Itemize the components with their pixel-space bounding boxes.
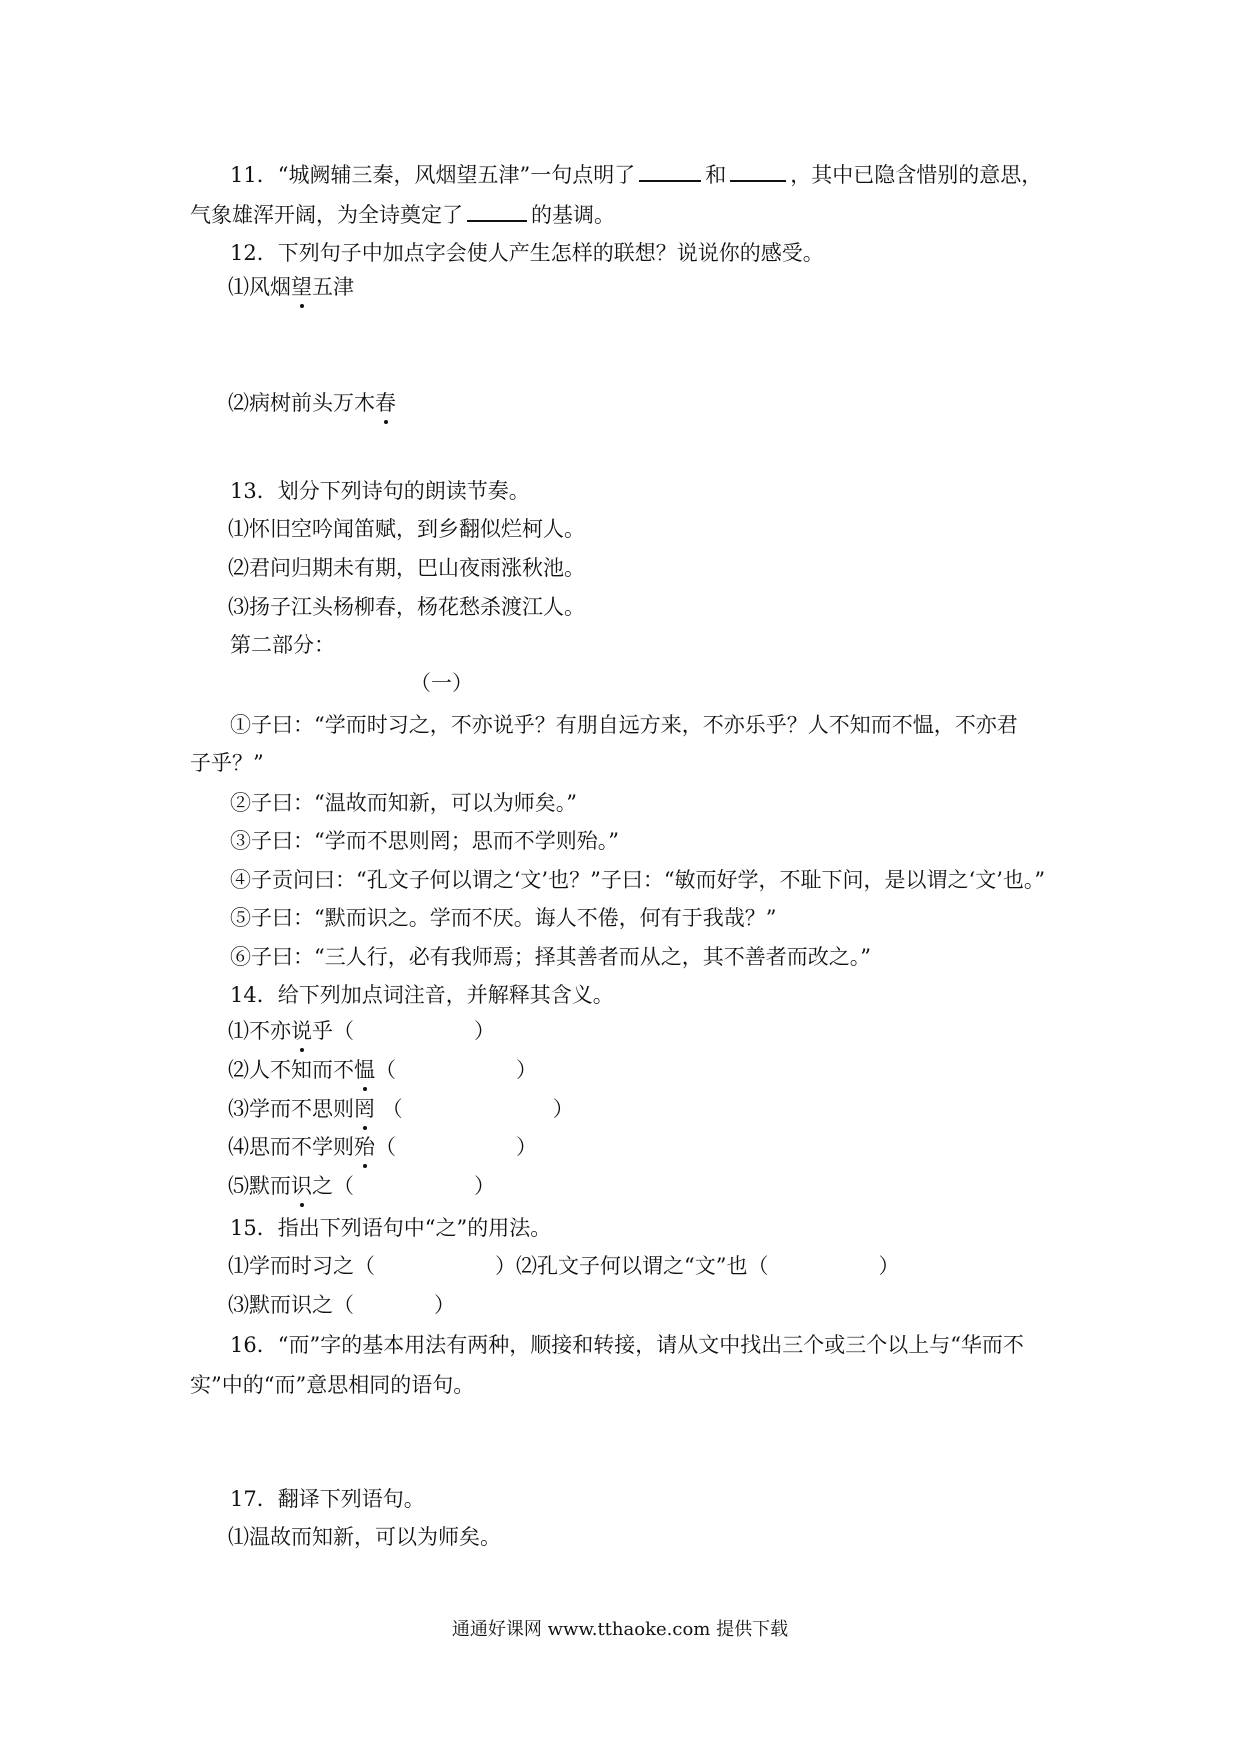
item-text: （	[375, 1135, 396, 1159]
dotted-char: 罔	[354, 1094, 375, 1124]
q14-item-2	[228, 1055, 537, 1085]
q15-items-1-2	[228, 1251, 899, 1281]
item-text: ⑸默而	[228, 1174, 291, 1198]
passage-3: ③子曰：“学而不思则罔；思而不学则殆。”	[230, 829, 619, 853]
q15-item-3	[228, 1290, 455, 1320]
item-text: ⑵孔文子何以谓之“文”也（	[516, 1254, 769, 1278]
item-text: ⑶学而不思则	[228, 1097, 354, 1121]
q11-text-b: 和	[705, 163, 727, 187]
dotted-char: 说	[291, 1016, 312, 1046]
paren-close: ）	[516, 1058, 537, 1082]
dotted-char: 识	[291, 1171, 312, 1201]
item-text: ⑵病树前头万木	[228, 391, 375, 415]
q16-line1: 16．“而”字的基本用法有两种，顺接和转接，请从文中找出三个或三个以上与“华而不	[230, 1333, 1024, 1357]
q11-text-c: ，其中已隐含惜别的意思，	[790, 163, 1043, 187]
item-text: ⑶默而识之（	[228, 1293, 354, 1317]
item-text: 之（	[312, 1174, 354, 1198]
answer-blank	[730, 160, 786, 182]
passage-1b: 子乎？”	[190, 751, 264, 775]
item-text: ⑴风烟	[228, 275, 291, 299]
q12-item-2	[228, 388, 396, 418]
q12-item-1	[228, 272, 354, 302]
answer-blank	[639, 160, 701, 182]
q14-item-5	[228, 1171, 495, 1201]
item-text: ⑵人不知而不	[228, 1058, 354, 1082]
dotted-char: 殆	[354, 1132, 375, 1162]
q15-stem: 15．指出下列语句中“之”的用法。	[230, 1216, 552, 1240]
dotted-char: 愠	[354, 1055, 375, 1085]
page-footer: 通通好课网 www.tthaoke.com 提供下载	[451, 1619, 789, 1640]
paren-close: ）	[474, 1019, 495, 1043]
item-text: （	[375, 1097, 403, 1121]
item-text: ⑷思而不学则	[228, 1135, 354, 1159]
q14-item-3	[228, 1094, 574, 1124]
item-text: ⑴不亦	[228, 1019, 291, 1043]
q16-line2: 实”中的“而”意思相同的语句。	[190, 1373, 475, 1397]
passage-4: ④子贡问曰：“孔文子何以谓之‘文’也？”子曰：“敏而好学，不耻下问，是以谓之‘文’也。”	[230, 868, 1046, 892]
q11-line1	[230, 160, 1042, 190]
q12-stem: 12．下列句子中加点字会使人产生怎样的联想？说说你的感受。	[230, 241, 824, 265]
q17-item-1: ⑴温故而知新，可以为师矣。	[228, 1525, 501, 1549]
paren-close: ）	[552, 1097, 574, 1121]
q13-item-3: ⑶扬子江头杨柳春，杨花愁杀渡江人。	[228, 595, 585, 619]
paren-close: ）	[434, 1293, 455, 1317]
q13-item-2: ⑵君问归期未有期，巴山夜雨涨秋池。	[228, 556, 585, 580]
paren-close: ）	[878, 1254, 900, 1278]
dotted-char: 望	[291, 272, 312, 302]
q13-item-1: ⑴怀旧空吟闻笛赋，到乡翻似烂柯人。	[228, 517, 585, 541]
q14-item-1	[228, 1016, 495, 1046]
q17-stem: 17．翻译下列语句。	[230, 1487, 425, 1511]
passage-6: ⑥子曰：“三人行，必有我师焉；择其善者而从之，其不善者而改之。”	[230, 945, 871, 969]
item-text: （	[375, 1058, 396, 1082]
q11-text-e: 的基调。	[531, 203, 615, 227]
passage-2: ②子曰：“温故而知新，可以为师矣。”	[230, 791, 577, 815]
paren-close: ）	[474, 1174, 495, 1198]
q11-line2	[190, 200, 615, 230]
passage-5: ⑤子曰：“默而识之。学而不厌。诲人不倦，何有于我哉？”	[230, 906, 777, 930]
answer-blank	[467, 200, 527, 222]
passage-1a: ①子曰：“学而时习之，不亦说乎？有朋自远方来，不亦乐乎？人不知而不愠，不亦君	[230, 713, 1018, 737]
section-heading: （一）	[410, 671, 473, 695]
q14-item-4	[228, 1132, 537, 1162]
paren-close: ）	[495, 1254, 516, 1278]
paren-close: ）	[516, 1135, 537, 1159]
item-text: 乎（	[312, 1019, 354, 1043]
dotted-char: 春	[375, 388, 396, 418]
q11-text-a: 11．“城阙辅三秦，风烟望五津”一句点明了	[230, 163, 636, 187]
q11-text-d: 气象雄浑开阔，为全诗奠定了	[190, 203, 463, 227]
part-label: 第二部分：	[230, 633, 335, 657]
q14-stem: 14．给下列加点词注音，并解释其含义。	[230, 983, 614, 1007]
item-text: 五津	[312, 275, 354, 299]
item-text: ⑴学而时习之（	[228, 1254, 375, 1278]
q13-stem: 13．划分下列诗句的朗读节奏。	[230, 479, 530, 503]
